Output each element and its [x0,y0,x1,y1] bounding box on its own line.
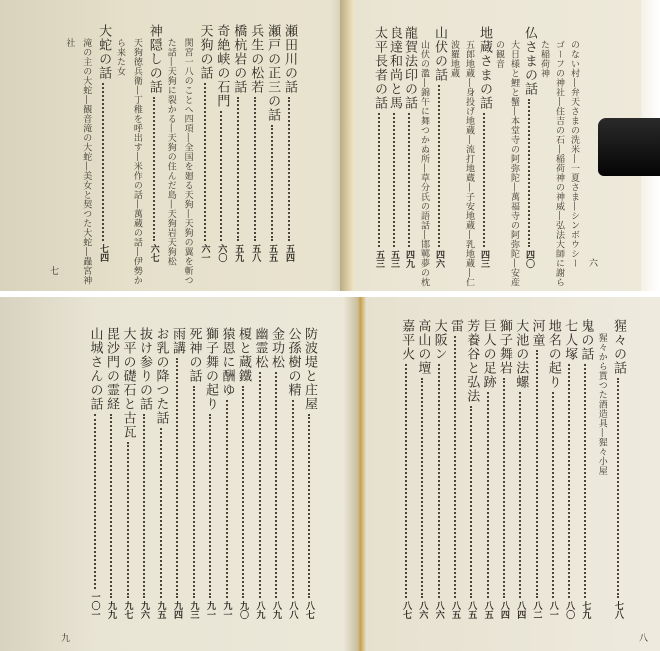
toc-page-number: 五九 [233,244,244,262]
dot-leader [536,350,538,598]
dot-leader [160,428,162,598]
black-paperweight [598,118,660,176]
toc-page-number: 六一 [199,244,210,262]
dot-leader [454,336,456,598]
dot-leader [204,83,206,241]
toc-entry-title: 河童 [529,319,545,347]
toc-entry-title: 幽霊松 [252,327,268,369]
dot-leader [584,364,586,598]
toc-entry-title: 嘉平火 [399,319,415,361]
toc-subentry-text: の観音 [494,40,504,69]
toc-subentry [180,38,196,285]
toc-entry-title: 良達和尚と馬 [387,26,402,110]
toc-subentry [506,40,522,287]
dot-leader [94,414,96,589]
toc-subentry [566,40,582,268]
toc-page-number: 八〇 [564,601,575,619]
toc-page-number: 八八 [287,601,298,619]
toc-entry [252,327,268,619]
toc-subentry-text: 大日様と鯉と蟹―本堂寺の阿弥陀―萬福寺の阿弥陀―安産 [509,40,519,287]
dot-leader [568,364,570,598]
toc-subentry [112,38,128,76]
toc-entry-title: 猩々の話 [611,319,626,375]
toc-subentry [61,38,77,48]
toc-page-number: 五四 [284,244,294,262]
toc-entry-title: 雨講 [170,327,185,355]
toc-page-number: 八六 [433,601,444,619]
toc-subentry-text: 猩々から貰つた酒造具―猩々小屋 [596,333,607,476]
toc-entry [521,26,537,268]
toc-entry [447,319,463,619]
toc-subentry-text: のない村―弁天さまの洗米―一夏さま―シンボウシー [569,40,579,268]
toc-subentry-text: 五郎地蔵―身投げ地蔵―流打地蔵―子安地蔵―乳地蔵―仁 [464,40,474,287]
dot-leader [226,400,228,598]
toc-subentry-text: 山伏の濫―錦午に舞つかぬ所―草分氏の語話―邯鄲夢の枕 [419,40,429,287]
toc-entry [247,24,263,262]
toc-page-number: 九七 [122,601,133,619]
toc-subentry [78,38,94,285]
dot-leader [308,414,310,598]
toc-entry [480,319,496,619]
toc-entry-title: 橋杭岩の話 [231,24,247,94]
dot-leader [102,83,104,241]
page-folio: 九 [59,633,69,642]
dot-leader [503,378,505,598]
toc-entry [264,24,280,262]
toc-subentry-text: 社 [64,38,75,48]
toc-subentry [163,38,179,266]
page-folio: 六 [587,258,597,267]
toc-page-number: 五三 [389,250,399,268]
dot-leader [153,97,155,241]
toc-page-number: 九一 [221,601,232,619]
toc-page-number: 四六 [434,250,444,268]
toc-entry [186,327,202,619]
dot-leader [193,386,195,598]
toc-entry-title: 雷 [448,319,463,333]
toc-entry [512,319,528,619]
dot-leader [438,85,440,247]
toc-page-number: 八一 [547,601,558,619]
toc-entry-title: 地蔵さまの話 [477,26,492,110]
toc-entry-title: 兵生の松若 [248,24,264,94]
toc-subentry-text: ゴーフの神社―住吉の石―稲荷神の神威―弘法大師に謝ら [554,40,564,287]
toc-entry-title: 神隠しの話 [146,24,162,94]
toc-page-number: 七九 [580,601,591,619]
toc-entry [431,26,447,268]
toc-subentry-text: 波羅地蔵 [449,40,459,78]
dot-leader [483,113,485,247]
toc-entry-title: 芳養谷と弘法 [464,319,480,403]
toc-page-number: 九〇 [238,601,248,619]
book-spread-bottom [0,297,660,651]
toc-page-number: 八九 [271,601,281,619]
toc-page-number: 九五 [155,601,166,619]
toc-entry [169,327,185,619]
toc-entry-title: 大平の礎石と古瓦 [120,327,136,439]
dot-leader [242,386,244,598]
toc-entry [386,26,402,268]
dot-leader [617,378,619,598]
toc-entry-title: 山伏の話 [432,26,447,82]
dot-leader [378,113,380,247]
toc-entry-title: 獅子舞の起り [203,327,218,411]
toc-entry [213,24,229,262]
toc-page-number: 八五 [482,601,493,619]
toc-entry-title: 地名の起り [545,319,561,389]
toc-subentry [129,38,145,285]
dot-leader [237,97,239,241]
toc-page-number: 五三 [374,250,384,268]
dot-leader [519,392,521,598]
toc-page-number: 四三 [479,250,489,268]
toc-entry-title: 巨人の足跡 [480,319,496,389]
dot-leader [408,113,410,247]
toc-page-number: 八七 [401,601,412,619]
toc-page-number: 五五 [267,244,278,262]
toc-page-number: 九三 [188,601,199,619]
toc-entry [285,327,301,619]
toc-page-number: 九四 [172,601,182,619]
toc-entry [230,24,246,262]
toc-page-number: 九六 [139,601,149,619]
toc-entry [414,319,430,619]
toc-entry-title: 榎と蔵鐵 [236,327,251,383]
dot-leader [271,125,273,241]
toc-entry-title: 猿恩に酬ゆ [219,327,235,397]
toc-entry [401,26,417,268]
dot-leader [220,111,222,241]
toc-entry-title: 太平長者の話 [372,26,387,110]
toc-subentry-text: ら来た女 [115,38,125,76]
toc-entry [529,319,545,619]
toc-subentry [491,40,507,69]
toc-entry-title: 死神の話 [186,327,202,383]
toc-subentry-text: 滝の主の大蛇―観音滝の大蛇―美女と契つた大蛇―蟲宮神 [81,38,92,285]
toc-entry-title: 獅子舞岩 [496,319,512,375]
toc-entry-title: 奇絶峡の石門 [214,24,230,108]
toc-entry-title: 七人塚 [562,319,578,361]
toc-page-number: 六〇 [216,244,227,262]
toc-page-number: 四九 [404,250,414,268]
dot-leader [143,414,145,598]
toc-page-number: 八五 [450,601,460,619]
toc-entry [301,327,317,619]
toc-entry [197,24,213,262]
toc-entry [463,319,479,619]
toc-page-number: 六七 [148,244,159,262]
dot-leader [552,392,554,598]
toc-entry [87,327,103,619]
toc-subentry-text: 関宮一八のことへ四項―全国を廻る天狗―天狗の翼を斬つ [182,38,193,285]
dot-leader [528,99,530,247]
dot-leader [259,372,261,598]
toc-subentry [551,40,567,287]
toc-entry [153,327,169,619]
toc-page-number: 七八 [613,601,623,619]
dot-leader [176,358,178,598]
toc-subentry-text: た稲荷神 [539,40,549,78]
dot-leader [405,364,407,598]
page-folio: 八 [637,633,647,642]
toc-entry [103,327,119,619]
toc-page-number: 八二 [531,601,542,619]
toc-page-number: 五八 [250,244,261,262]
toc-entry-title: 大阪ン [431,319,447,361]
toc-entry [577,319,593,619]
dot-leader [209,414,211,598]
toc-subentry-text: た話―天狗に裂かる―天狗の住んだ島―天狗岩天狗松 [165,38,176,266]
toc-page-number: 七四 [98,244,109,262]
toc-entry-title: 毘沙門の霊経 [104,327,119,411]
toc-entry [136,327,152,619]
toc-entry [95,24,111,262]
dot-leader [254,97,256,241]
toc-entry [610,319,626,619]
toc-entry-title: 抜け参りの話 [137,327,152,411]
toc-page-number: 八五 [466,601,477,619]
toc-entry-title: 鬼の話 [578,319,594,361]
toc-subentry [416,40,432,287]
toc-entry-title: お乳の降つた話 [153,327,169,425]
toc-entry [219,327,235,619]
dot-leader [275,372,277,598]
page-folio: 七 [48,266,58,275]
toc-subentry [594,333,610,476]
toc-entry-title: 瀬田川の話 [282,24,297,94]
toc-entry-title: 山城さんの話 [87,327,103,411]
dot-leader [438,364,440,598]
toc-entry-title: 高山の壇 [415,319,431,375]
toc-entry [146,24,162,262]
dot-leader [292,400,294,598]
toc-entry [431,319,447,619]
dot-leader [470,406,472,598]
toc-entry [281,24,297,262]
dot-leader [110,414,112,598]
dot-leader [421,378,423,598]
toc-entry [120,327,136,619]
binding-gutter [340,0,354,291]
toc-entry-title: 龍賀法印の話 [402,26,417,110]
dot-leader [393,113,395,247]
toc-subentry [536,40,552,78]
toc-page-number: 四〇 [524,250,534,268]
toc-entry [268,327,284,619]
toc-entry-title: 仏さまの話 [522,26,537,96]
toc-entry [235,327,251,619]
toc-entry-title: 公孫樹の精 [285,327,301,397]
toc-page-number: 八七 [304,601,314,619]
dot-leader [288,97,290,241]
toc-entry [202,327,218,619]
toc-entry-title: 大蛇の話 [96,24,112,80]
toc-page-number: 八九 [254,601,265,619]
dot-leader [127,442,129,598]
toc-page-number: 九一 [205,601,215,619]
toc-entry [398,319,414,619]
toc-entry [561,319,577,619]
toc-subentry [461,40,477,287]
toc-page-number: 八六 [417,601,428,619]
toc-entry [476,26,492,268]
toc-entry [371,26,387,268]
toc-entry-title: 瀬戸の正三の話 [265,24,281,122]
toc-entry-title: 大池の法螺 [513,319,529,389]
toc-entry [545,319,561,619]
toc-entry-title: 金功松 [269,327,284,369]
toc-page-number: 八四 [515,601,526,619]
toc-entry-title: 天狗の話 [197,24,213,80]
toc-page-number: 八四 [498,601,509,619]
toc-page-number: 一〇一 [89,592,100,619]
book-spread-top [0,0,660,291]
toc-subentry [446,40,462,78]
toc-entry [496,319,512,619]
toc-page-number: 九九 [106,601,116,619]
dot-leader [487,392,489,598]
toc-subentry-text: 天狗徳兵衛―丁稚を呼出す―米作の話―萬蔵の話―伊勢か [131,38,142,285]
toc-entry-title: 防波堤と庄屋 [302,327,317,411]
